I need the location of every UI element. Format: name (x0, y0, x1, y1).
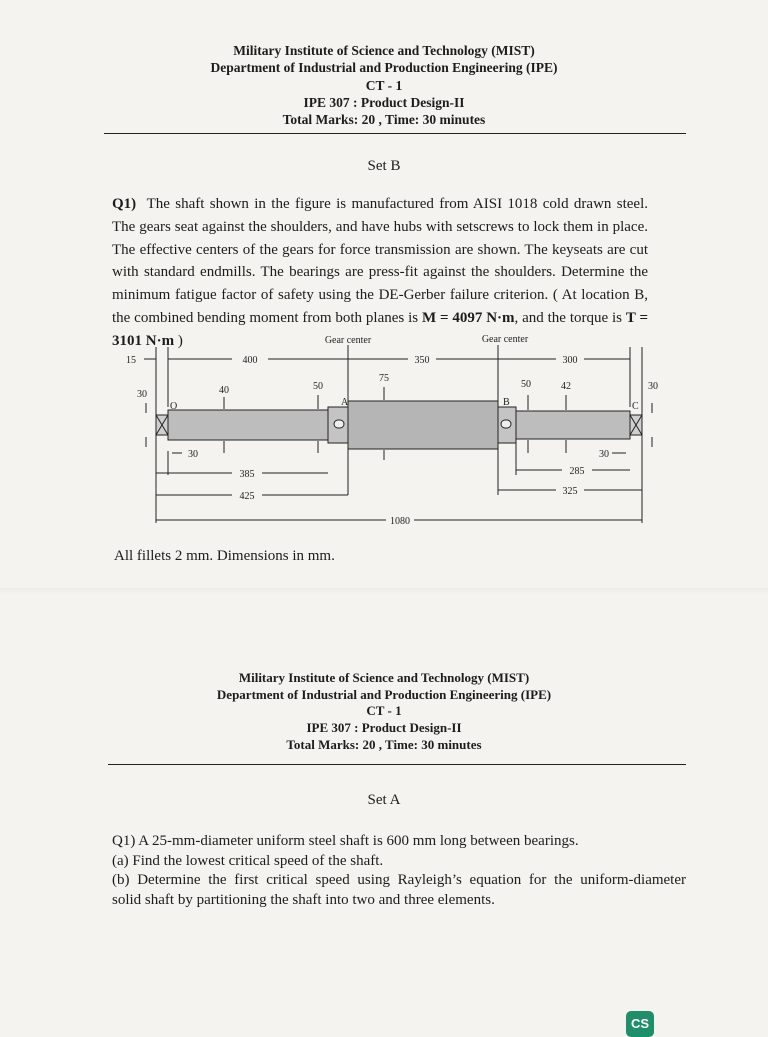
shaft-section-42 (516, 411, 630, 439)
dim-300: 300 (562, 355, 578, 366)
dim-30-left: 30 (137, 389, 147, 400)
set-a-part-b-line1: (b) Determine the first critical speed using Rayleigh’s equation for the uniform-diameter (112, 872, 686, 888)
dim-425: 425 (239, 491, 255, 502)
gear-center-label-left: Gear center (324, 335, 372, 346)
marks-time: Total Marks: 20 , Time: 30 minutes (282, 112, 486, 128)
set-a-header (0, 670, 768, 753)
question-text: The shaft shown in the figure is manufactured from AISI 1018 cold drawn steel. The gears seat against the shoulders, and have hubs with setscrews to lock them in place. The effective centers of the gears for force transmission are shown. The keyseats are cut with standard endmills. The bearings are press-fit against the shoulders. Determine the minimum fatigue factor of safety using the DE-Gerber failure criterion. ( At location B, the combined bending moment from both planes is (112, 196, 648, 326)
dim-30-bottom-left: 30 (188, 449, 198, 460)
point-c-label: C (632, 401, 639, 412)
test-name: CT - 1 (365, 77, 403, 93)
set-a-q1-line: Q1) A 25-mm-diameter uniform steel shaft is 600 mm long between bearings. (112, 833, 579, 849)
torque-value: T = 3101 N·m (112, 309, 648, 349)
course-name: IPE 307 : Product Design-II (306, 719, 462, 735)
point-o-label: O (170, 401, 178, 412)
dim-400: 400 (242, 355, 258, 366)
question-text-mid: , and the torque is (514, 309, 626, 326)
dim-325: 325 (562, 486, 578, 497)
gear-center-label-right: Gear center (481, 334, 529, 345)
dim-350: 350 (414, 355, 430, 366)
institute-name: Military Institute of Science and Technology (MIST) (233, 43, 535, 58)
dim-40: 40 (219, 385, 229, 396)
shaft-section-75 (348, 401, 498, 449)
shaft-figure (0, 325, 768, 535)
department-name: Department of Industrial and Production Engineering (IPE) (216, 686, 552, 702)
dim-385: 385 (239, 469, 255, 480)
institute-name: Military Institute of Science and Technology (MIST) (238, 670, 530, 685)
dim-75: 75 (379, 373, 389, 384)
page-fold (0, 588, 768, 594)
point-a-label: A (341, 397, 349, 408)
dim-50-left: 50 (313, 381, 323, 392)
set-a-question (112, 832, 686, 910)
test-name: CT - 1 (366, 703, 402, 719)
department-name: Department of Industrial and Production Engineering (IPE) (210, 60, 558, 76)
dim-1080: 1080 (390, 516, 410, 527)
course-name: IPE 307 : Product Design-II (303, 94, 465, 110)
bending-moment-value: M = 4097 N·m (421, 309, 515, 326)
header-divider (104, 133, 686, 134)
shaft-section-40 (168, 410, 328, 440)
dim-50-right: 50 (521, 379, 531, 390)
set-a-title: Set A (367, 792, 401, 808)
set-b-header (0, 42, 768, 128)
question-text-end: ) (174, 332, 183, 349)
dim-42: 42 (561, 381, 571, 392)
dim-285: 285 (569, 466, 585, 477)
set-b-title: Set B (367, 158, 401, 174)
dim-15: 15 (126, 355, 136, 366)
camscanner-logo: CS (626, 1011, 654, 1037)
marks-time: Total Marks: 20 , Time: 30 minutes (286, 736, 482, 752)
point-b-label: B (503, 397, 510, 408)
dim-30-right: 30 (648, 381, 658, 392)
figure-note: All fillets 2 mm. Dimensions in mm. (114, 548, 335, 564)
header-divider (108, 764, 686, 765)
dim-30-bottom-right: 30 (599, 449, 609, 460)
set-a-part-b-line2: solid shaft by partitioning the shaft into two and three elements. (112, 891, 495, 908)
set-a-part-a: (a) Find the lowest critical speed of the shaft. (112, 852, 384, 869)
question-label: Q1) (112, 196, 137, 212)
